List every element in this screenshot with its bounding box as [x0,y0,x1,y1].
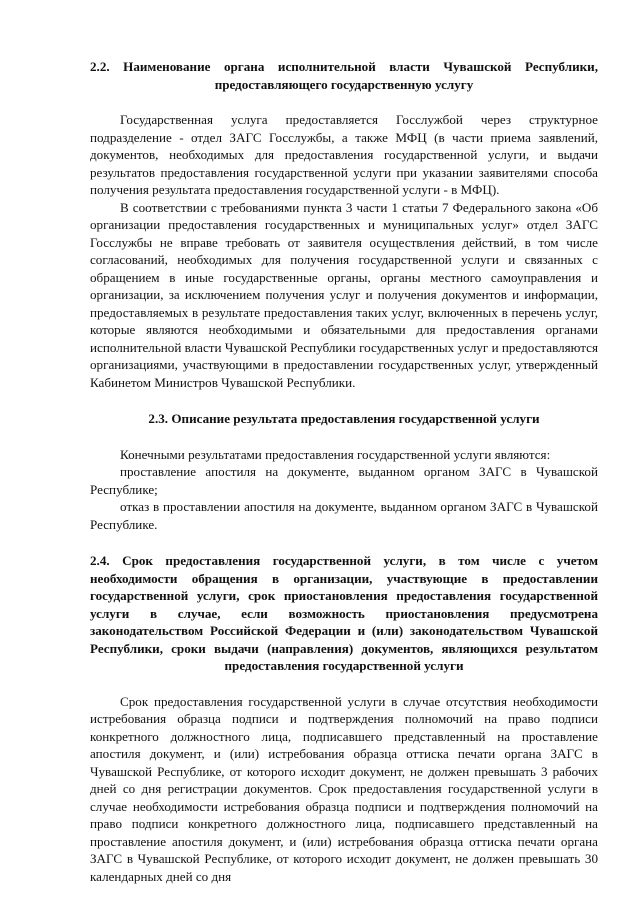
paragraph: Государственная услуга предоставляется Госслужбой через структурное подразделение - отдел ЗАГС Госслужбы, а также МФЦ (в части приема заявлений, документов, необходимых для предоставления государственной услуги, и выдачи результатов предоставления государственной услуги при указании заявителями способа получения результата предоставления государственной услуги - в МФЦ). [90,112,598,197]
paragraph: В соответствии с требованиями пункта 3 части 1 статьи 7 Федерального закона «Об организации предоставления государственных и муниципальных услуг» отдел ЗАГС Госслужбы не вправе требовать от заявителя осуществления действий, в том числе согласований, необходимых для получения государственной услуги и связанных с обращением в иные государственные органы, органы местного самоуправления и организации, за исключением получения услуг и получения документов и информации, предоставляемых в результате предоставления таких услуг, включенных в перечень услуг, которые являются необходимыми и обязательными для предоставления органами исполнительной власти Чувашской Республики государственных услуг и предоставляются организациями, участвующими в предоставлении государственных услуг, утвержденный Кабинетом Министров Чувашской Республики. [90,199,598,390]
paragraph: проставление апостиля на документе, выданном органом ЗАГС в Чувашской Республике; [90,464,598,497]
section-heading: 2.4. Срок предоставления государственной услуги, в том числе с учетом необходимости обращения в организации, участвующие в предоставлении государственной услуги, срок приостановления предоставления государственной услуги в случае, если возможность приостановления предусмотрена законодательством Российской Федерации и (или) законодательством Чувашской Республики, сроки выдачи (направления) документов, являющихся результатом предоставления государственной услуги [90,553,598,673]
paragraph: Срок предоставления государственной услуги в случае отсутствия необходимости истребования образца подписи и подтверждения полномочий на право подписи конкретного должностного лица, подписавшего представленный на проставление апостиля документ, и (или) истребования образца оттиска печати органа ЗАГС в Чувашской Республике, от которого исходит документ, не должен превышать 3 рабочих дней со дня регистрации документов. Срок предоставления государственной услуги в случае необходимости истребования образца подписи и подтверждения полномочий на право подписи конкретного должностного лица, подписавшего представленный на проставление апостиля документ, и (или) истребования образца оттиска печати органа ЗАГС в Чувашской Республике, от которого исходит документ, не должен превышать 30 календарных дней со дня [90,693,598,884]
document-page [90,58,598,885]
paragraph: отказ в проставлении апостиля на документе, выданном органом ЗАГС в Чувашской Республике. [90,499,598,532]
section-heading: 2.3. Описание результата предоставления государственной услуги [148,411,540,426]
section-2-2 [90,58,598,391]
section-2-3 [90,410,598,533]
section-heading: 2.2. Наименование органа исполнительной власти Чувашской Республики, предоставляющего государственную услугу [90,59,598,92]
paragraph: Конечными результатами предоставления государственной услуги являются: [120,446,551,462]
section-2-4 [90,552,598,885]
